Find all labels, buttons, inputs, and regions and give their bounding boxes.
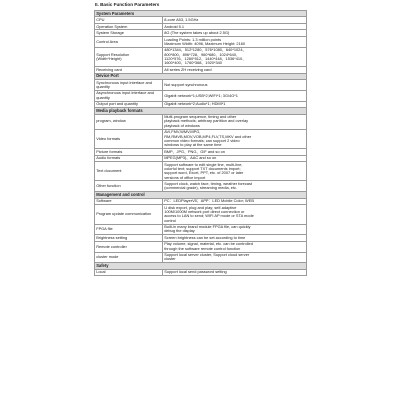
value-line: 1120*576、1280*512、1440*448、1536*410、 (164, 55, 247, 61)
spec-document (94, 0, 306, 400)
parameter-label: Picture formats (95, 149, 163, 155)
parameter-label: Control Area (95, 36, 163, 47)
parameter-label: Video formats (95, 129, 163, 148)
parameter-label: Software (95, 198, 163, 204)
parameter-label: Audio formats (95, 155, 163, 161)
value-line: Gigabit network*2;Audio*1; HDMI*1 (164, 101, 226, 107)
table-row (95, 114, 307, 129)
value-line: versions of office import (164, 174, 206, 180)
parameter-value (163, 114, 307, 129)
parameter-label: CPU (95, 17, 163, 23)
table-row (95, 241, 307, 252)
value-line: 800*800、896*728、960*680、1024*640、 (164, 51, 240, 57)
value-line: (commercial grade), streaming media, etc. (164, 185, 238, 191)
value-line: debug the display (164, 228, 195, 234)
parameter-label: Brightness setting (95, 235, 163, 241)
parameter-label: Remote controller (95, 241, 163, 252)
value-line: Not support synchronous (164, 81, 208, 87)
parameter-label: cluster mode (95, 252, 163, 263)
table-row (95, 269, 307, 275)
value-line: control (164, 217, 176, 223)
value-line: 100M/1000M network port direct connection or (164, 209, 245, 215)
value-line: PC：LEDPlayerV5；APP：LED Mobile Color; WEB (164, 198, 254, 204)
value-line: playback methods; arbitrary partition and overlay (164, 118, 249, 124)
table-row (95, 181, 307, 192)
value-line: Play volume, signal, material, etc. can be controlled (164, 241, 253, 247)
parameter-value (163, 181, 307, 192)
parameters-table (94, 10, 307, 276)
value-line: cluster (164, 256, 176, 262)
parameter-label: Operation System (95, 23, 163, 29)
value-line: Support clock, watch face, timing, weather forecast (164, 180, 252, 186)
section-header-label: Media playback formats (95, 108, 307, 114)
section-header-label: Management and control (95, 192, 307, 198)
parameter-label: Receiving card (95, 67, 163, 73)
value-line: Built-in many brand module FPGA file, can quickly (164, 224, 251, 230)
value-line: Support local server cluster, Support cloud server (164, 252, 250, 258)
table-row (95, 205, 307, 224)
parameter-value (163, 47, 307, 66)
parameter-value (163, 269, 307, 275)
parameter-label: Synchronous input interface and quantity (95, 80, 163, 91)
value-line: Android 5.1 (164, 23, 185, 29)
parameter-label: Support Resolution (Width*Height) (95, 47, 163, 66)
table-row (95, 129, 307, 148)
value-line: colorful text; support TXT documents import; (164, 165, 241, 171)
parameter-label: System Storage (95, 30, 163, 36)
table-row (95, 252, 307, 263)
section-title: II. Basic Function Parameters (95, 2, 160, 7)
value-line: Screen brightness can be set according to time (164, 234, 246, 240)
value-line: Multi-program sequence, timing and other (164, 114, 237, 120)
parameter-value (163, 129, 307, 148)
value-line: Support local send password setting (164, 269, 227, 275)
table-row (95, 36, 307, 47)
value-line: playback of windows (164, 122, 200, 128)
section-header-label: System Parameters (95, 11, 307, 17)
parameter-label: Output port and quantity (95, 101, 163, 107)
value-line: access to LAN to send; WIFI AP mode or STA mode (164, 213, 254, 219)
parameter-value (163, 241, 307, 252)
table-row (95, 224, 307, 235)
value-line: windows to play at the same time (164, 142, 222, 148)
value-line: RM,RMVB,MOV,VOB,MP4,FLV,TS,MKV and other (164, 133, 252, 139)
parameter-value (163, 162, 307, 181)
parameter-value (163, 90, 307, 101)
value-line: BMP、JPG、PNG、GIF and so on (164, 148, 225, 154)
parameter-label: Text document (95, 162, 163, 181)
table-row (95, 162, 307, 181)
value-line: 8-core A53, 1.5GHz (164, 17, 199, 23)
value-line: Loading Points: 1.3 million points (164, 36, 222, 42)
value-line: Maximum Width: 4096, Maximum Height: 2160 (164, 40, 246, 46)
value-line: through the software remote control function (164, 245, 241, 251)
parameter-value (163, 205, 307, 224)
parameter-label: Other function (95, 181, 163, 192)
table-row (95, 80, 307, 91)
parameter-label: Program update communication (95, 205, 163, 224)
value-line: 480*1344、512*1280、576*1080、640*1024、 (164, 47, 247, 53)
value-line: 1600*400、1760*368、1920*340 (164, 60, 222, 66)
value-line: AVI,FMV,WMV,MPG, (164, 129, 201, 135)
parameter-value (163, 80, 307, 91)
value-line: U disk export, plug and play; self-adaptive (164, 204, 237, 210)
parameter-label: Local (95, 269, 163, 275)
parameter-value (163, 252, 307, 263)
parameter-label: FPGA file (95, 224, 163, 235)
value-line: All series ZH receiving card (164, 66, 212, 72)
value-line: 8G (The system takes up about 2.5G) (164, 30, 230, 36)
table-row (95, 47, 307, 66)
table-row (95, 90, 307, 101)
value-line: support word, Excel, PPT, etc. of 2007 or later (164, 170, 244, 176)
value-line: MPEG(MP3)、AAC and so on (164, 155, 217, 161)
value-line: Gigabit network*1;USB*2;WIFI*1; 3G/4G*1 (164, 92, 238, 98)
parameter-label: Asynchronous input interface and quantity (95, 90, 163, 101)
parameter-value (163, 224, 307, 235)
section-header-label: Safety (95, 263, 307, 269)
value-line: common video formats; can support 2 video (164, 137, 240, 143)
value-line: Support software to edit single line, multi-line, (164, 161, 243, 167)
parameter-value (163, 36, 307, 47)
section-header-label: Device Port (95, 73, 307, 79)
parameter-label: program, window (95, 114, 163, 129)
